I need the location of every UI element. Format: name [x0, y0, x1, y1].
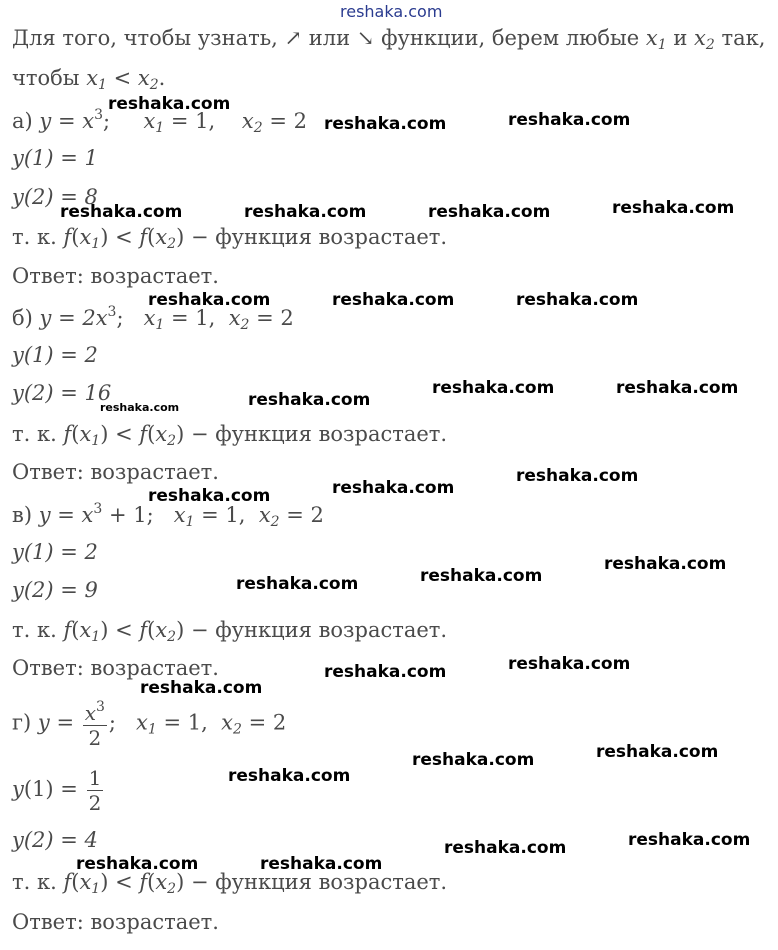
- watermark: reshaka.com: [604, 554, 727, 574]
- section-v-y1: y(1) = 2: [12, 540, 98, 564]
- watermark: reshaka.com: [420, 566, 543, 586]
- watermark: reshaka.com: [616, 378, 739, 398]
- decreasing-arrow-icon: ↘: [356, 26, 375, 50]
- section-g-heading: г) y = $\frac{x^3}{2}$ ; $x_1 = 1$, $x_2 = 2$: [12, 699, 287, 750]
- watermark: reshaka.com: [444, 838, 567, 858]
- watermark: reshaka.com: [428, 202, 551, 222]
- watermark: reshaka.com: [432, 378, 555, 398]
- watermark: reshaka.com: [412, 750, 535, 770]
- watermark: reshaka.com: [332, 290, 455, 310]
- section-g-conclusion: т. к. $f(x_1) < f(x_2)$ − функция возрастает.: [12, 870, 448, 897]
- section-b-conclusion: т. к. $f(x_1) < f(x_2)$ − функция возрастает.: [12, 422, 448, 449]
- watermark: reshaka.com: [332, 478, 455, 498]
- section-a-answer: Ответ: возрастает.: [12, 264, 219, 288]
- section-a-heading: а) $y = x^3$; $x_1 = 1$, $x_2 = 2$: [12, 107, 307, 136]
- watermark: reshaka.com: [628, 830, 751, 850]
- section-v-heading: в) $y = x^3 + 1$; $x_1 = 1$, $x_2 = 2$: [12, 501, 324, 530]
- watermark: reshaka.com: [516, 290, 639, 310]
- watermark: reshaka.com: [516, 466, 639, 486]
- section-g-y1: y(1) = $\frac{1}{2}$: [12, 766, 102, 815]
- watermark: reshaka.com: [140, 678, 263, 698]
- watermark: reshaka.com: [244, 202, 367, 222]
- watermark: reshaka.com: [100, 401, 180, 414]
- intro-line-2: чтобы $x_1 < x_2$.: [12, 66, 166, 93]
- watermark: reshaka.com: [148, 290, 271, 310]
- fraction: $\frac{1}{2}$: [88, 766, 102, 815]
- watermark: reshaka.com: [60, 202, 183, 222]
- watermark: reshaka.com: [508, 110, 631, 130]
- section-v-y2: y(2) = 9: [12, 578, 98, 602]
- watermark: reshaka.com: [596, 742, 719, 762]
- watermark: reshaka.com: [248, 390, 371, 410]
- section-a-conclusion: т. к. $f(x_1) < f(x_2)$ − функция возрастает.: [12, 225, 448, 252]
- watermark: reshaka.com: [324, 662, 447, 682]
- watermark: reshaka.com: [612, 198, 735, 218]
- increasing-arrow-icon: ↗: [284, 26, 303, 50]
- section-g-y2: y(2) = 4: [12, 828, 98, 852]
- watermark: reshaka.com: [236, 574, 359, 594]
- watermark: reshaka.com: [260, 854, 383, 874]
- watermark: reshaka.com: [148, 486, 271, 506]
- section-b-y1: y(1) = 2: [12, 343, 98, 367]
- section-b-y2: y(2) = 16: [12, 381, 112, 405]
- section-a-y1: y(1) = 1: [12, 146, 98, 170]
- watermark: reshaka.com: [228, 766, 351, 786]
- section-b-answer: Ответ: возрастает.: [12, 460, 219, 484]
- watermark: reshaka.com: [108, 94, 231, 114]
- watermark: reshaka.com: [508, 654, 631, 674]
- section-v-conclusion: т. к. $f(x_1) < f(x_2)$ − функция возрастает.: [12, 618, 448, 645]
- header-watermark: reshaka.com: [340, 2, 443, 21]
- section-a-y2: y(2) = 8: [12, 185, 98, 209]
- section-g-answer: Ответ: возрастает.: [12, 910, 219, 934]
- intro-line-1: Для того, чтобы узнать, ↗ или ↘ функции, берем любые $x_1$ и $x_2$ так,: [12, 26, 766, 53]
- section-v-answer: Ответ: возрастает.: [12, 656, 219, 680]
- watermark: reshaka.com: [76, 854, 199, 874]
- section-b-heading: б) $y = 2x^3$; $x_1 = 1$, $x_2 = 2$: [12, 304, 294, 333]
- watermark: reshaka.com: [324, 114, 447, 134]
- fraction: $\frac{x^3}{2}$: [84, 699, 105, 750]
